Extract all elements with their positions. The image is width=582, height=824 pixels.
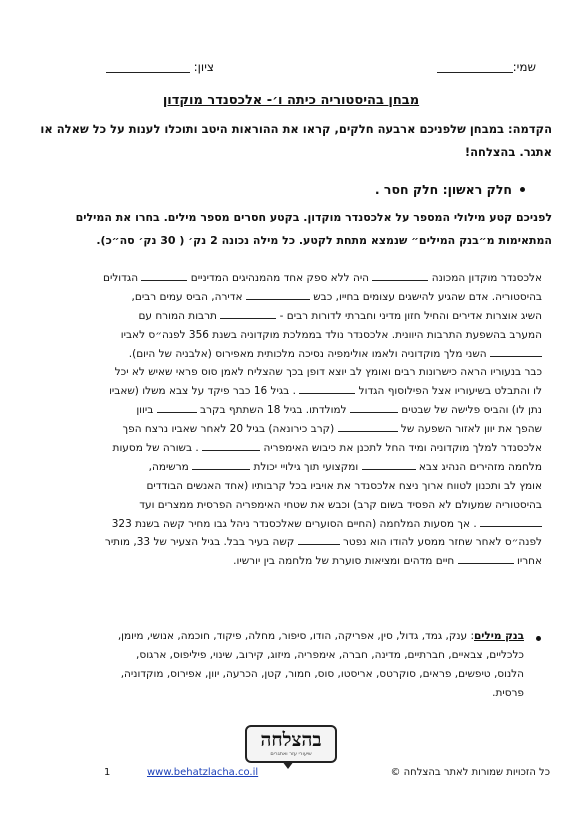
blank-field[interactable] [202,439,260,451]
blank-field[interactable] [338,420,398,432]
behatzlacha-logo: בהצלחה שיעורי עזר ואתגרים [245,725,337,763]
logo-tail [282,761,294,769]
passage-line: מלחמה מזהירים הנהיג צבא ומקצועי תוך גילויי יכולת מרשימה, [58,458,542,477]
page-title: מבחן בהיסטוריה כיתה ו׳- אלכסנדר מוקדון [162,93,420,108]
word-bank-label: בנק מילים [474,630,524,642]
passage-line: אלכסנדר מוקדון המכונה היה ללא ספק אחד מהמנהיגים המדיניים הגדולים [58,269,542,288]
bullet-icon [536,636,541,641]
blank-field[interactable] [480,515,542,527]
blank-field[interactable] [490,345,542,357]
blank-field[interactable] [362,458,416,470]
word-bank-line: כלכליים, צבאיים, חברתיים, מדינה, חברה, אימפריה, מיזוג, קירוב, שינוי, פיליפוס, ארגוס, [136,649,524,661]
part1-instructions-1: לפניכם קטע מילולי המספר על אלכסנדר מוקדון. בקטע חסרים מספר מילים. בחרו את המילים [75,211,552,224]
passage-line: נתן לו) והביס פלישה של שבטים למולדתו. בגיל 18 השתתף בקרב ביוון [58,401,542,420]
passage-line: לו והתבלט בשיעוריו אצל הפילוסוף הגדול . בגיל 16 כבר פיקד על צבא משלו (שאביו [58,382,542,401]
passage-line: . אך מסעות המלחמה (החיים הסוערים שאלכסנדר ניהל גבו מחיר קשה בשנת 323 [58,515,542,534]
website-link[interactable]: www.behatzlacha.co.il [147,767,259,778]
part1-instructions-2: המתאימות מ״בנק המילים״ שנמצא מתחת לקטע. כל מילה נכונה 2 נק׳ ( 30 נק׳ סה״כ). [96,234,552,247]
blank-field[interactable] [458,552,514,564]
name-label: שמי: [512,60,536,74]
bullet-icon [520,187,525,192]
part1-heading: חלק ראשון: חלק חסר . [374,182,512,197]
passage-line: בהיסטוריה שמעולם לא הפסיד בשום קרב) וכבש את שטחי האימפריה הפרסית ממצרים ועד [139,498,542,511]
intro-line-2: אתגר. בהצלחה! [464,145,552,159]
word-bank-line: הלנוס, טיפשים, פראים, סוקרטס, אריסטו, סוס, חמור, קטן, הכרעה, יוון, אפירוס, מוקדוניה, [120,668,524,680]
blank-field[interactable] [350,401,398,413]
word-bank-line: פרסית. [492,687,524,699]
passage-line: השיג אוצרות אדירים והחיל חזון מדיני וחברתי לדורות רבים - תרבות המורח עם [58,307,542,326]
blank-field[interactable] [192,458,250,470]
blank-field[interactable] [220,307,276,319]
name-field[interactable] [437,72,513,73]
word-bank-line: בנק מילים: ענק, גמד, גדול, סין, אפריקה, הודו, סיפור, מחלה, פיקוד, חוכמה, אנושי, מיומן, [117,630,524,642]
word-bank [54,627,524,703]
passage-line: המערב בהשפעת התרבות היוונית. אלכסנדר נולד בממלכת מוקדוניה בשנת 356 לפנה״ס לאביו [120,328,542,341]
passage-line: אחריו חיים מדהים ומציאות סוערת של מלחמה בין יורשיו. [58,552,542,571]
blank-field[interactable] [299,382,355,394]
passage-line: אלכסנדר למלך מוקדוניה ומיד החל לתכנן את כיבוש האימפריה . בשורה של מסעות [58,439,542,458]
intro-line-1: הקדמה: במבחן שלפניכם ארבעה חלקים, קראו את ההוראות היטב ותוכלו לענות על כל שאלה או [40,122,552,136]
copyright-text: כל הזכויות שמורות לאתר בהצלחה © [390,767,550,778]
blank-field[interactable] [157,401,197,413]
passage-line: אומץ לב ותכנון לטווח ארוך ניצח אלכסנדר את אויביו בכל קרבותיו (אחד האנשים הבודדים [146,479,542,492]
passage-line: כבר בנעוריו הראה כישרונות רבים ואומץ לב יוצא דופן בכך שהצליח לאמן סוס פראי שאיש לא יכל [114,366,542,379]
passage-line: השני מלך מוקדוניה ולאמו אולימפיה נסיכה מלכותית מאפירוס (אלבניה של היום). [58,345,542,364]
page-number: 1 [104,767,111,778]
passage-line: לפנה״ס לאחר שחזר ממסע להודו הוא נפטר קשה בעיר בבל. בגיל הצעיר של 33, מותיר [58,533,542,552]
blank-field[interactable] [141,269,187,281]
passage-line: שהפך את יוון לאזור השפעה של (קרב כירונאה) בגיל 20 לאחר שאביו נרצח הפך [58,420,542,439]
blank-field[interactable] [298,533,340,545]
blank-field[interactable] [246,288,310,300]
grade-label: ציון: [193,60,214,74]
grade-field[interactable] [106,72,190,73]
passage [58,269,542,571]
blank-field[interactable] [372,269,428,281]
passage-line: בהיסטוריה. אדם שהגיע להישגים עצומים בחייו, כבש אדירה, הביס עמים רבים, [58,288,542,307]
